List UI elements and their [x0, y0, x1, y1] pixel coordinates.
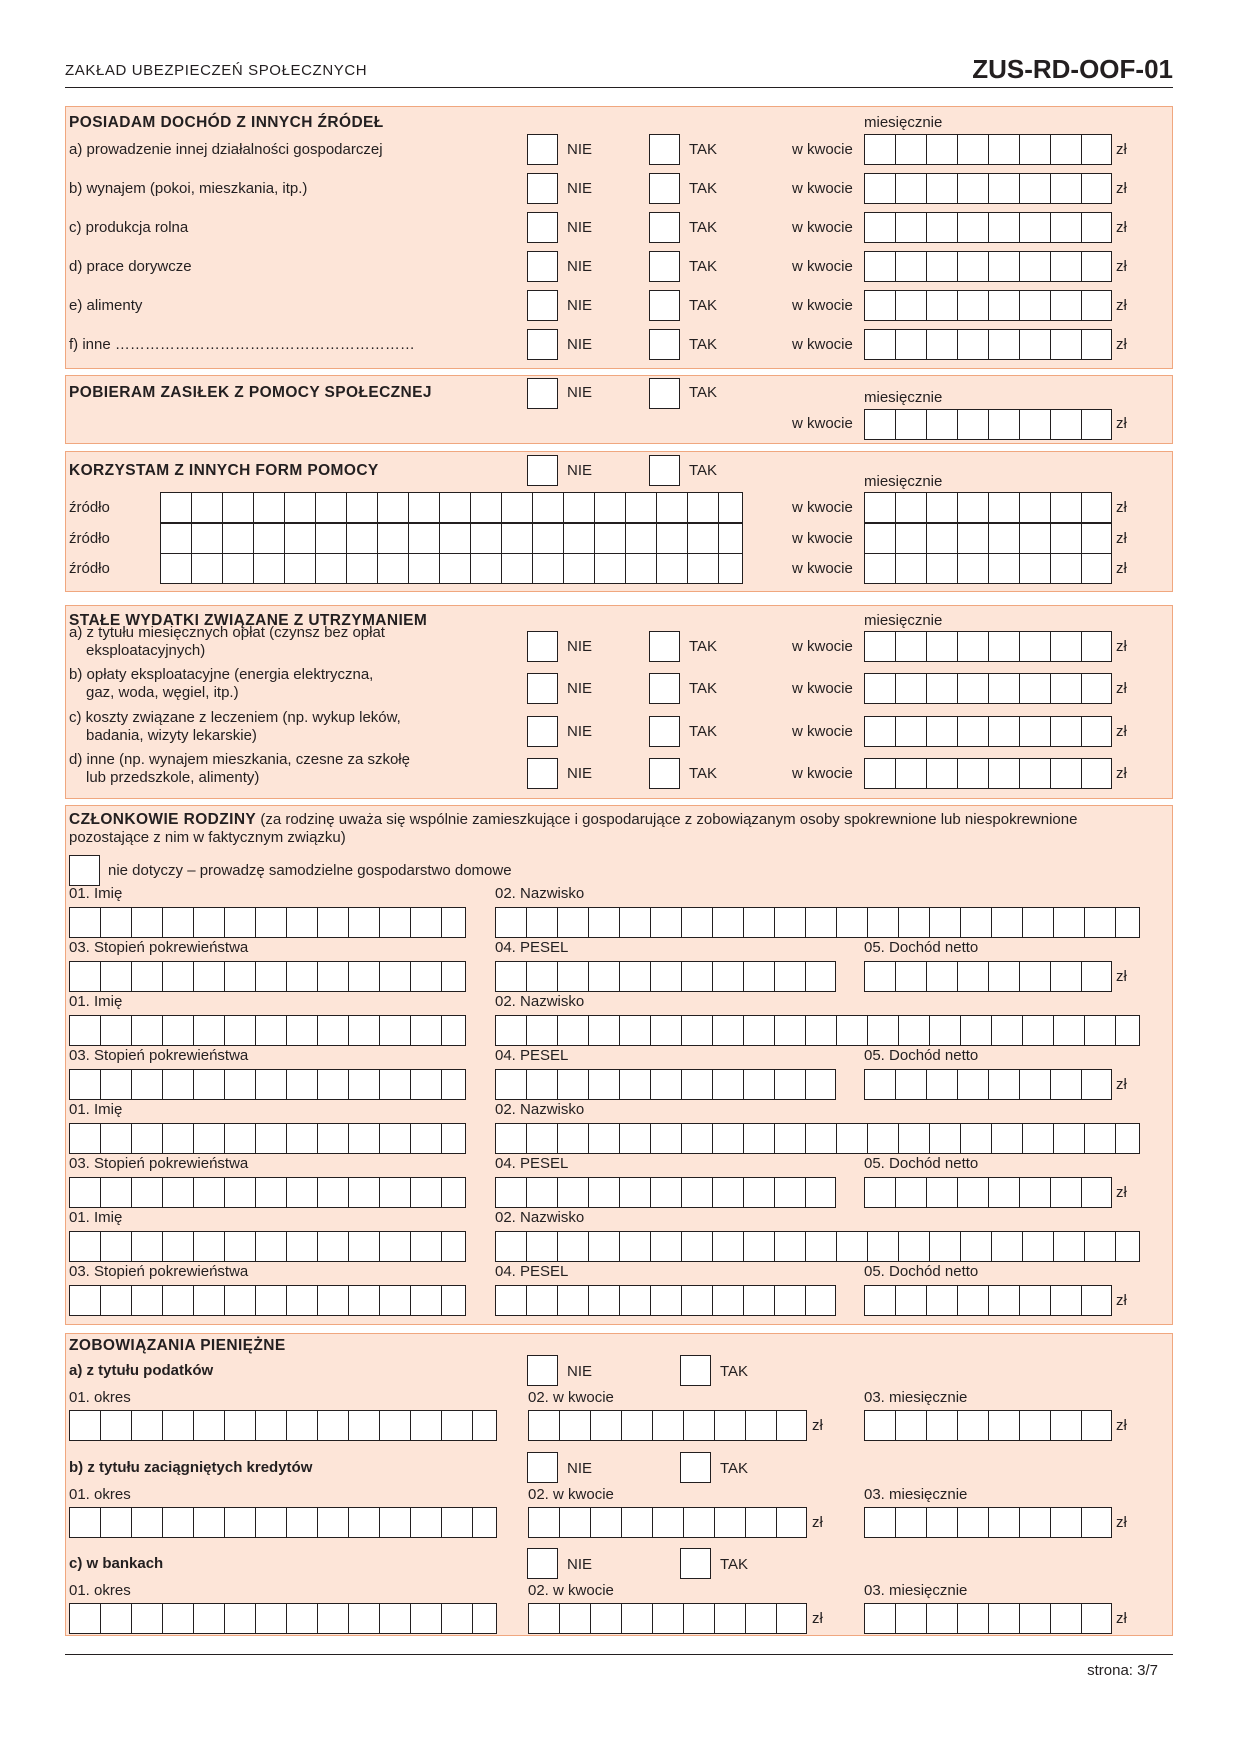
income-row-4-nie-checkbox[interactable] — [527, 290, 558, 321]
income-row-2-nie-checkbox[interactable] — [527, 212, 558, 243]
family-member-2-pesel-input[interactable] — [495, 1177, 836, 1208]
family-member-0-nazwisko-label: 02. Nazwisko — [495, 885, 585, 902]
source-row-1-amount-input[interactable] — [864, 523, 1112, 554]
liability-2-tak-label: TAK — [720, 1556, 749, 1573]
income-row-4-amount-input[interactable] — [864, 290, 1112, 321]
liability-2-nie-label: NIE — [567, 1556, 593, 1573]
expense-row-2-amount-label: w kwocie — [792, 723, 853, 740]
liability-0-kwota-label: 02. w kwocie — [528, 1389, 614, 1406]
expense-row-3-nie-label: NIE — [567, 765, 593, 782]
family-member-3-nazwisko-input[interactable] — [495, 1231, 1140, 1262]
form-code: ZUS-RD-OOF-01 — [972, 54, 1173, 84]
liability-0-nie-checkbox[interactable] — [527, 1355, 558, 1386]
family-member-0-dochod-currency: zł — [1116, 968, 1127, 985]
liability-0-okres-label: 01. okres — [69, 1389, 131, 1406]
income-row-5-tak-checkbox[interactable] — [649, 329, 680, 360]
expense-row-0-nie-label: NIE — [567, 638, 593, 655]
expense-row-3-nie-checkbox[interactable] — [527, 758, 558, 789]
liability-2-okres-input[interactable] — [69, 1603, 497, 1634]
family-member-3-pesel-input[interactable] — [495, 1285, 836, 1316]
source-row-2-label: źródło — [69, 560, 110, 577]
liability-1-monthly-input[interactable] — [864, 1507, 1112, 1538]
income-row-4-amount-label: w kwocie — [792, 297, 853, 314]
family-member-0-pesel-input[interactable] — [495, 961, 836, 992]
liability-1-monthly-label: 03. miesięcznie — [864, 1486, 968, 1503]
income-title: POSIADAM DOCHÓD Z INNYCH ŹRÓDEŁ — [69, 114, 384, 131]
expense-row-2-label-line2: badania, wizyty lekarskie) — [86, 727, 257, 744]
family-member-1-dochod-currency: zł — [1116, 1076, 1127, 1093]
family-desc-line1: (za rodzinę uważa się wspólnie zamieszkujące i gospodarujące z zobowiązanym osoby spokrewnione lub niespokrewnione — [260, 811, 1078, 828]
source-row-2-currency: zł — [1116, 560, 1127, 577]
source-row-0-amount-label: w kwocie — [792, 499, 853, 516]
expense-row-0-tak-checkbox[interactable] — [649, 631, 680, 662]
liability-1-kwota-label: 02. w kwocie — [528, 1486, 614, 1503]
liability-1-nie-checkbox[interactable] — [527, 1452, 558, 1483]
income-row-0-amount-input[interactable] — [864, 134, 1112, 165]
other-help-title: KORZYSTAM Z INNYCH FORM POMOCY — [69, 462, 379, 479]
liability-1-tak-checkbox[interactable] — [680, 1452, 711, 1483]
not-applicable-label: nie dotyczy – prowadzę samodzielne gospodarstwo domowe — [108, 862, 512, 879]
income-row-1-nie-label: NIE — [567, 180, 593, 197]
source-row-0-input[interactable] — [160, 492, 743, 523]
income-row-0-nie-checkbox[interactable] — [527, 134, 558, 165]
expenses-monthly-label: miesięcznie — [864, 612, 943, 629]
expense-row-3-tak-checkbox[interactable] — [649, 758, 680, 789]
family-desc-line2: pozostające z nim w faktycznym związku) — [69, 829, 346, 846]
family-member-2-stopien-label: 03. Stopień pokrewieństwa — [69, 1155, 249, 1172]
family-member-2-nazwisko-label: 02. Nazwisko — [495, 1101, 585, 1118]
income-row-1-currency: zł — [1116, 180, 1127, 197]
liability-1-kwota-currency: zł — [812, 1514, 823, 1531]
income-row-4-label: e) alimenty — [69, 297, 143, 314]
income-row-1-nie-checkbox[interactable] — [527, 173, 558, 204]
family-member-1-stopien-label: 03. Stopień pokrewieństwa — [69, 1047, 249, 1064]
source-row-1-input[interactable] — [160, 523, 743, 554]
income-row-2-amount-label: w kwocie — [792, 219, 853, 236]
liability-0-tak-label: TAK — [720, 1363, 749, 1380]
welfare-tak-checkbox[interactable] — [649, 378, 680, 409]
liability-0-tak-checkbox[interactable] — [680, 1355, 711, 1386]
income-row-2-amount-input[interactable] — [864, 212, 1112, 243]
income-row-5-currency: zł — [1116, 336, 1127, 353]
family-member-0-nazwisko-input[interactable] — [495, 907, 1140, 938]
expense-row-3-label-line2: lub przedszkole, alimenty) — [86, 769, 260, 786]
income-row-0-nie-label: NIE — [567, 141, 593, 158]
family-member-1-stopien-input[interactable] — [69, 1069, 466, 1100]
income-row-2-label: c) produkcja rolna — [69, 219, 189, 236]
liability-2-kwota-currency: zł — [812, 1610, 823, 1627]
expense-row-0-tak-label: TAK — [689, 638, 718, 655]
expense-row-0-nie-checkbox[interactable] — [527, 631, 558, 662]
family-member-3-stopien-input[interactable] — [69, 1285, 466, 1316]
liability-0-title: a) z tytułu podatków — [69, 1362, 214, 1379]
liability-0-kwota-input[interactable] — [528, 1410, 807, 1441]
family-title: CZŁONKOWIE RODZINY — [69, 811, 257, 828]
liability-0-okres-input[interactable] — [69, 1410, 497, 1441]
source-row-0-currency: zł — [1116, 499, 1127, 516]
income-row-5-label: f) inne …………………………………………………… — [69, 336, 415, 353]
expense-row-0-label-line1: a) z tytułu miesięcznych opłat (czynsz bez opłat — [69, 624, 385, 641]
income-row-3-nie-checkbox[interactable] — [527, 251, 558, 282]
other-help-monthly-label: miesięcznie — [864, 473, 943, 490]
other-help-nie-checkbox[interactable] — [527, 455, 558, 486]
expense-row-3-amount-label: w kwocie — [792, 765, 853, 782]
family-member-2-dochod-label: 05. Dochód netto — [864, 1155, 979, 1172]
header-divider — [65, 87, 1173, 88]
family-member-1-nazwisko-label: 02. Nazwisko — [495, 993, 585, 1010]
other-help-tak-checkbox[interactable] — [649, 455, 680, 486]
expense-row-0-amount-label: w kwocie — [792, 638, 853, 655]
institution-name: ZAKŁAD UBEZPIECZEŃ SPOŁECZNYCH — [65, 62, 368, 79]
liabilities-title: ZOBOWIĄZANIA PIENIĘŻNE — [69, 1337, 286, 1354]
liability-1-okres-label: 01. okres — [69, 1486, 131, 1503]
expense-row-1-label-line1: b) opłaty eksploatacyjne (energia elektryczna, — [69, 666, 374, 683]
other-help-tak-label: TAK — [689, 462, 718, 479]
income-row-3-amount-input[interactable] — [864, 251, 1112, 282]
income-row-3-nie-label: NIE — [567, 258, 593, 275]
income-row-3-amount-label: w kwocie — [792, 258, 853, 275]
welfare-nie-label: NIE — [567, 384, 593, 401]
liability-1-tak-label: TAK — [720, 1460, 749, 1477]
welfare-nie-checkbox[interactable] — [527, 378, 558, 409]
expense-row-1-tak-checkbox[interactable] — [649, 673, 680, 704]
page-number: strona: 3/7 — [1087, 1662, 1158, 1679]
family-member-1-pesel-input[interactable] — [495, 1069, 836, 1100]
family-member-3-dochod-label: 05. Dochód netto — [864, 1263, 979, 1280]
family-member-1-pesel-label: 04. PESEL — [495, 1047, 569, 1064]
family-member-2-dochod-input[interactable] — [864, 1177, 1112, 1208]
liability-1-title: b) z tytułu zaciągniętych kredytów — [69, 1459, 313, 1476]
liability-1-okres-input[interactable] — [69, 1507, 497, 1538]
source-row-0-label: źródło — [69, 499, 110, 516]
family-member-2-imie-label: 01. Imię — [69, 1101, 123, 1118]
family-member-0-stopien-label: 03. Stopień pokrewieństwa — [69, 939, 249, 956]
income-row-5-tak-label: TAK — [689, 336, 718, 353]
expense-row-3-tak-label: TAK — [689, 765, 718, 782]
family-member-3-imie-input[interactable] — [69, 1231, 466, 1262]
welfare-monthly-label: miesięcznie — [864, 389, 943, 406]
expenses-title: STAŁE WYDATKI ZWIĄZANE Z UTRZYMANIEM — [69, 612, 428, 629]
liability-2-monthly-label: 03. miesięcznie — [864, 1582, 968, 1599]
family-member-1-imie-label: 01. Imię — [69, 993, 123, 1010]
income-row-4-tak-label: TAK — [689, 297, 718, 314]
liability-1-monthly-currency: zł — [1116, 1514, 1127, 1531]
expense-row-3-amount-input[interactable] — [864, 758, 1112, 789]
income-row-4-nie-label: NIE — [567, 297, 593, 314]
income-row-3-tak-label: TAK — [689, 258, 718, 275]
liability-2-monthly-input[interactable] — [864, 1603, 1112, 1634]
source-row-1-amount-label: w kwocie — [792, 530, 853, 547]
welfare-amount-label: w kwocie — [792, 415, 853, 432]
family-member-3-stopien-label: 03. Stopień pokrewieństwa — [69, 1263, 249, 1280]
expense-row-1-tak-label: TAK — [689, 680, 718, 697]
family-member-1-nazwisko-input[interactable] — [495, 1015, 1140, 1046]
family-member-3-nazwisko-label: 02. Nazwisko — [495, 1209, 585, 1226]
income-row-2-currency: zł — [1116, 219, 1127, 236]
expense-row-2-amount-input[interactable] — [864, 716, 1112, 747]
expense-row-3-currency: zł — [1116, 765, 1127, 782]
family-member-2-stopien-input[interactable] — [69, 1177, 466, 1208]
footer-divider — [65, 1654, 1173, 1655]
income-row-1-amount-label: w kwocie — [792, 180, 853, 197]
liability-1-kwota-input[interactable] — [528, 1507, 807, 1538]
family-member-1-imie-input[interactable] — [69, 1015, 466, 1046]
income-row-1-tak-checkbox[interactable] — [649, 173, 680, 204]
income-row-1-label: b) wynajem (pokoi, mieszkania, itp.) — [69, 180, 308, 197]
family-member-0-imie-label: 01. Imię — [69, 885, 123, 902]
income-row-3-currency: zł — [1116, 258, 1127, 275]
liability-2-nie-checkbox[interactable] — [527, 1548, 558, 1579]
family-member-3-dochod-currency: zł — [1116, 1292, 1127, 1309]
source-row-0-amount-input[interactable] — [864, 492, 1112, 523]
family-member-1-dochod-input[interactable] — [864, 1069, 1112, 1100]
family-member-0-imie-input[interactable] — [69, 907, 466, 938]
welfare-currency: zł — [1116, 415, 1127, 432]
expense-row-2-nie-label: NIE — [567, 723, 593, 740]
family-member-2-pesel-label: 04. PESEL — [495, 1155, 569, 1172]
income-monthly-label: miesięcznie — [864, 114, 943, 131]
other-help-nie-label: NIE — [567, 462, 593, 479]
expense-row-1-amount-input[interactable] — [864, 673, 1112, 704]
income-row-4-currency: zł — [1116, 297, 1127, 314]
income-row-0-tak-checkbox[interactable] — [649, 134, 680, 165]
income-row-2-nie-label: NIE — [567, 219, 593, 236]
income-row-0-amount-label: w kwocie — [792, 141, 853, 158]
family-member-1-dochod-label: 05. Dochód netto — [864, 1047, 979, 1064]
expense-row-1-amount-label: w kwocie — [792, 680, 853, 697]
family-member-0-stopien-input[interactable] — [69, 961, 466, 992]
source-row-2-input[interactable] — [160, 553, 743, 584]
family-member-0-dochod-input[interactable] — [864, 961, 1112, 992]
liability-0-nie-label: NIE — [567, 1363, 593, 1380]
expense-row-0-label-line2: eksploatacyjnych) — [86, 642, 206, 659]
expense-row-1-nie-checkbox[interactable] — [527, 673, 558, 704]
welfare-tak-label: TAK — [689, 384, 718, 401]
liability-0-monthly-input[interactable] — [864, 1410, 1112, 1441]
family-header — [69, 811, 1077, 829]
family-member-2-nazwisko-input[interactable] — [495, 1123, 1140, 1154]
income-row-5-nie-checkbox[interactable] — [527, 329, 558, 360]
not-applicable-checkbox[interactable] — [69, 855, 100, 886]
liability-2-tak-checkbox[interactable] — [680, 1548, 711, 1579]
expense-row-3-label-line1: d) inne (np. wynajem mieszkania, czesne za szkołę — [69, 751, 410, 768]
family-member-2-imie-input[interactable] — [69, 1123, 466, 1154]
family-member-3-pesel-label: 04. PESEL — [495, 1263, 569, 1280]
income-row-1-tak-label: TAK — [689, 180, 718, 197]
source-row-2-amount-input[interactable] — [864, 553, 1112, 584]
welfare-amount-input[interactable] — [864, 409, 1112, 440]
income-row-0-label: a) prowadzenie innej działalności gospodarczej — [69, 141, 383, 158]
family-member-3-dochod-input[interactable] — [864, 1285, 1112, 1316]
expense-row-0-amount-input[interactable] — [864, 631, 1112, 662]
income-row-1-amount-input[interactable] — [864, 173, 1112, 204]
expense-row-1-label-line2: gaz, woda, węgiel, itp.) — [86, 684, 239, 701]
welfare-title: POBIERAM ZASIŁEK Z POMOCY SPOŁECZNEJ — [69, 384, 432, 401]
liability-2-okres-label: 01. okres — [69, 1582, 131, 1599]
income-row-4-tak-checkbox[interactable] — [649, 290, 680, 321]
liability-2-kwota-input[interactable] — [528, 1603, 807, 1634]
income-row-3-label: d) prace dorywcze — [69, 258, 192, 275]
income-row-2-tak-checkbox[interactable] — [649, 212, 680, 243]
liabilities-section — [65, 1333, 1173, 1636]
income-row-0-tak-label: TAK — [689, 141, 718, 158]
family-member-0-pesel-label: 04. PESEL — [495, 939, 569, 956]
family-member-0-dochod-label: 05. Dochód netto — [864, 939, 979, 956]
source-row-1-label: źródło — [69, 530, 110, 547]
liability-0-monthly-label: 03. miesięcznie — [864, 1389, 968, 1406]
income-row-5-amount-input[interactable] — [864, 329, 1112, 360]
liability-0-monthly-currency: zł — [1116, 1417, 1127, 1434]
source-row-1-currency: zł — [1116, 530, 1127, 547]
expense-row-0-currency: zł — [1116, 638, 1127, 655]
income-row-2-tak-label: TAK — [689, 219, 718, 236]
expense-row-1-nie-label: NIE — [567, 680, 593, 697]
income-row-5-nie-label: NIE — [567, 336, 593, 353]
income-row-0-currency: zł — [1116, 141, 1127, 158]
family-member-2-dochod-currency: zł — [1116, 1184, 1127, 1201]
liability-0-kwota-currency: zł — [812, 1417, 823, 1434]
liability-2-monthly-currency: zł — [1116, 1610, 1127, 1627]
income-row-5-amount-label: w kwocie — [792, 336, 853, 353]
family-member-3-imie-label: 01. Imię — [69, 1209, 123, 1226]
income-row-3-tak-checkbox[interactable] — [649, 251, 680, 282]
expense-row-2-nie-checkbox[interactable] — [527, 716, 558, 747]
liability-2-title: c) w bankach — [69, 1555, 164, 1572]
expense-row-2-label-line1: c) koszty związane z leczeniem (np. wykup leków, — [69, 709, 401, 726]
source-row-2-amount-label: w kwocie — [792, 560, 853, 577]
expense-row-2-tak-label: TAK — [689, 723, 718, 740]
liability-2-kwota-label: 02. w kwocie — [528, 1582, 614, 1599]
expense-row-2-tak-checkbox[interactable] — [649, 716, 680, 747]
liability-1-nie-label: NIE — [567, 1460, 593, 1477]
expense-row-2-currency: zł — [1116, 723, 1127, 740]
expense-row-1-currency: zł — [1116, 680, 1127, 697]
